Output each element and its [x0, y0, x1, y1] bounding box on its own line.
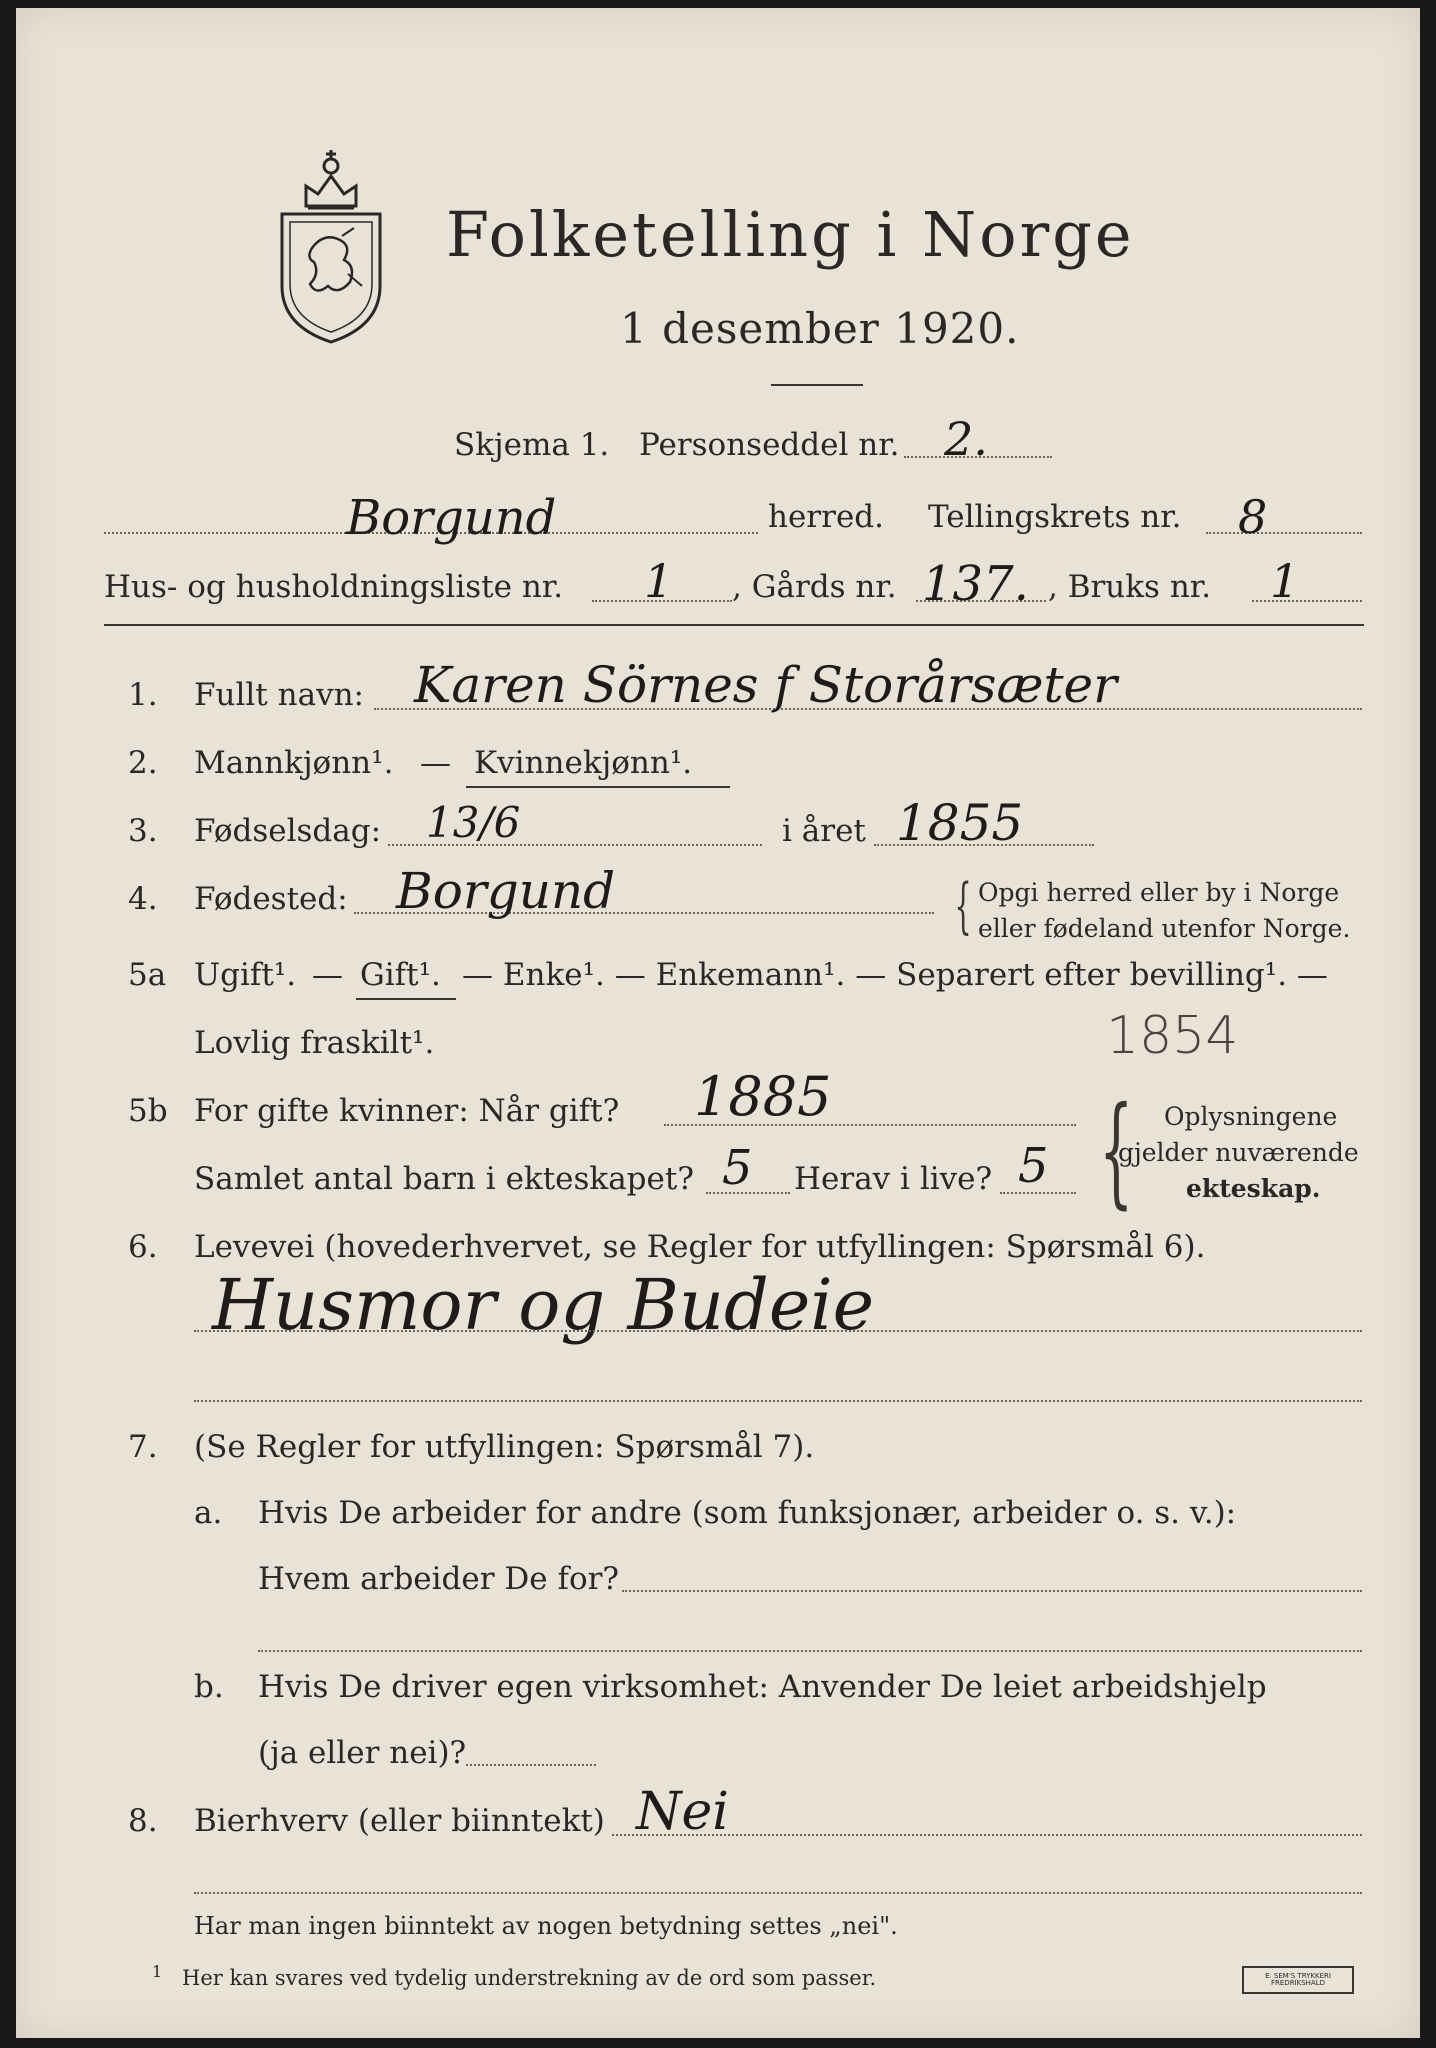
q5a-number: 5a [128, 957, 167, 993]
q2-female-underline [466, 786, 730, 788]
skjema-label: Skjema 1. [454, 427, 610, 463]
q5b-note-line2: gjelder nuværende [1118, 1138, 1359, 1167]
title-divider [771, 384, 863, 386]
q4-birthplace: Borgund [396, 862, 616, 920]
q5a-other-options: — Enke¹. — Enkemann¹. — Separert efter bevilling¹. — [462, 957, 1328, 993]
q1-label: Fullt navn: [194, 677, 364, 713]
q7b-letter: b. [194, 1669, 224, 1705]
herred-value: Borgund [346, 490, 557, 546]
gards-value: 137. [922, 556, 1029, 612]
gards-label: , Gårds nr. [732, 569, 897, 605]
q5a-married-underline [356, 998, 456, 1000]
husliste-value: 1 [644, 554, 674, 608]
q5b-label: For gifte kvinner: Når gift? [194, 1093, 620, 1129]
q8-label: Bierhverv (eller biinntekt) [194, 1803, 605, 1839]
q8-field-line-2 [194, 1892, 1362, 1894]
q5a-married-option: Gift¹. [360, 957, 441, 993]
q8-side-occupation: Nei [636, 1782, 729, 1842]
q7-number: 7. [128, 1429, 158, 1465]
q5b-children-count: 5 [722, 1140, 753, 1196]
q4-label: Fødested: [194, 881, 348, 917]
tellingskrets-field-line [1206, 532, 1362, 534]
footer-note: Har man ingen biinntekt av nogen betydning settes „nei". [194, 1912, 898, 1940]
q5a-separator: — [312, 957, 343, 993]
q5a-unmarried-option: Ugift¹. [194, 957, 297, 993]
census-form-page [16, 8, 1420, 2038]
q6-occupation: Husmor og Budeie [212, 1264, 875, 1346]
footnote-marker: 1 [152, 1962, 163, 1981]
tellingskrets-value: 8 [1238, 490, 1268, 544]
tellingskrets-label: Tellingskrets nr. [928, 499, 1182, 535]
q7b-field-line [466, 1764, 596, 1766]
printer-stamp [1242, 1966, 1354, 1994]
q4-note-line1: Opgi herred eller by i Norge [978, 878, 1340, 907]
q7b-text: Hvis De driver egen virksomhet: Anvender De leiet arbeidshjelp [258, 1669, 1267, 1705]
q6-field-line-2 [194, 1400, 1362, 1402]
q5b-note-line3: ekteskap. [1186, 1174, 1321, 1203]
census-date: 1 desember 1920. [620, 304, 1020, 353]
q6-field-line-1 [194, 1330, 1362, 1332]
husliste-label: Hus- og husholdningsliste nr. [104, 569, 564, 605]
q5a-divorced-option: Lovlig fraskilt¹. [194, 1025, 435, 1061]
norway-coat-of-arms-icon [268, 136, 394, 346]
q7b-question: (ja eller nei)? [258, 1735, 467, 1771]
q2-number: 2. [128, 745, 158, 781]
q5b-note-line1: Oplysningene [1164, 1102, 1338, 1131]
q3-birthday: 13/6 [426, 798, 521, 847]
q5b-brace: { [1098, 1082, 1134, 1221]
q3-label: Fødselsdag: [194, 813, 382, 849]
q7a-text: Hvis De arbeider for andre (som funksjonær, arbeider o. s. v.): [258, 1495, 1237, 1531]
personseddel-value: 2. [944, 412, 988, 466]
form-title: Folketelling i Norge [446, 198, 1135, 271]
q3-year-label: i året [782, 813, 866, 849]
q1-number: 1. [128, 677, 158, 713]
q1-full-name: Karen Sörnes f Storårsæter [414, 656, 1118, 714]
bruks-field-line [1252, 600, 1362, 602]
q7-label: (Se Regler for utfyllingen: Spørsmål 7). [194, 1429, 815, 1465]
q6-label: Levevei (hovederhvervet, se Regler for utfyllingen: Spørsmål 6). [194, 1229, 1206, 1265]
q5a-margin-annotation: 1854 [1106, 1006, 1239, 1066]
q5b-children-label: Samlet antal barn i ekteskapet? [194, 1161, 694, 1197]
q4-number: 4. [128, 881, 158, 917]
bruks-label: , Bruks nr. [1048, 569, 1212, 605]
q5b-marriage-year: 1885 [694, 1065, 832, 1128]
q3-number: 3. [128, 813, 158, 849]
q2-separator: — [420, 745, 451, 781]
bruks-value: 1 [1270, 554, 1300, 608]
q7a-question: Hvem arbeider De for? [258, 1561, 620, 1597]
footnote-text: Her kan svares ved tydelig understrekning av de ord som passer. [182, 1966, 877, 1990]
q7a-field-line-2 [258, 1650, 1362, 1652]
q7a-letter: a. [194, 1495, 223, 1531]
q5b-alive-label: Herav i live? [794, 1161, 993, 1197]
q6-number: 6. [128, 1229, 158, 1265]
personseddel-label: Personseddel nr. [639, 427, 900, 463]
q3-birth-year: 1855 [896, 794, 1024, 852]
header-divider [104, 624, 1364, 626]
q4-note-line2: eller fødeland utenfor Norge. [978, 914, 1351, 943]
q2-male-option: Mannkjønn¹. [194, 745, 394, 781]
q2-female-option: Kvinnekjønn¹. [474, 745, 693, 781]
q5b-number: 5b [128, 1093, 168, 1129]
q7a-field-line-1 [622, 1590, 1362, 1592]
herred-label: herred. [768, 499, 884, 535]
q5b-alive-count: 5 [1018, 1138, 1049, 1194]
printer-stamp-text: E. SEM'S TRYKKERI FREDRIKSHALD [1265, 1972, 1331, 1987]
q4-brace: { [954, 871, 972, 941]
q8-number: 8. [128, 1803, 158, 1839]
